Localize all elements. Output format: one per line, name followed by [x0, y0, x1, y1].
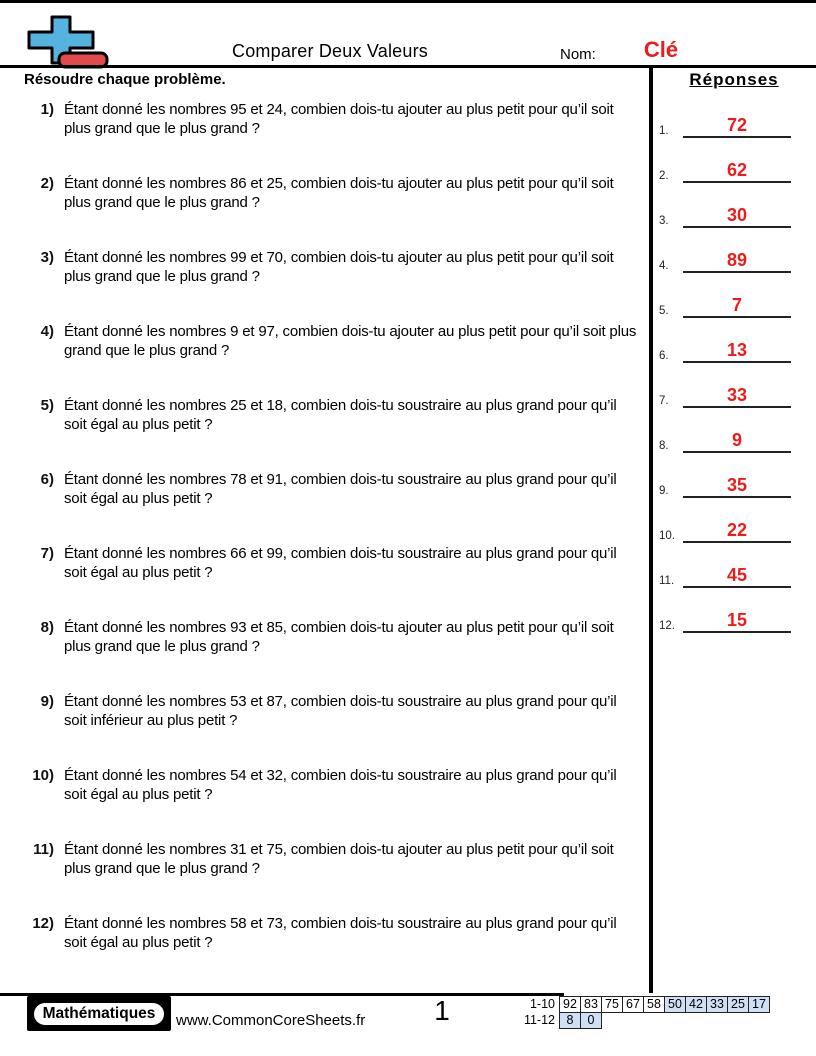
answer-number: 12. — [659, 620, 675, 632]
problem-number: 11) — [33, 841, 54, 858]
website-url: www.CommonCoreSheets.fr — [176, 1012, 366, 1029]
problem-number: 3) — [40, 249, 54, 266]
answer-row-10 — [656, 498, 810, 543]
answer-value: 72 — [726, 115, 748, 135]
answer-row-11 — [656, 543, 810, 588]
problems-list — [24, 100, 640, 988]
answer-value: 7 — [731, 295, 742, 315]
score-cell: 0 — [580, 1012, 602, 1029]
answers-column-divider — [649, 68, 653, 993]
score-reference-table — [464, 996, 770, 1029]
answer-number: 9. — [659, 485, 669, 497]
problem-item-8 — [24, 618, 640, 656]
answer-row-7 — [656, 363, 810, 408]
page-number: 1 — [434, 995, 450, 1026]
answers-list — [656, 93, 810, 633]
problem-number: 2) — [40, 175, 54, 192]
score-cell: 17 — [748, 996, 770, 1013]
score-cell: 8 — [559, 1012, 581, 1029]
answer-value: 45 — [726, 565, 748, 585]
problem-text: Étant donné les nombres 58 et 73, combien dois-tu soustraire au plus grand pour qu’il soit égal au plus petit ? — [64, 915, 617, 951]
answer-row-8 — [656, 408, 810, 453]
page-top-border — [0, 0, 816, 3]
problem-number: 4) — [40, 323, 54, 340]
score-cell: 83 — [580, 996, 602, 1013]
answer-number: 7. — [659, 395, 669, 407]
problem-number: 12) — [32, 915, 54, 932]
problem-number: 8) — [40, 619, 54, 636]
answer-value: 15 — [726, 610, 748, 630]
score-cell: 33 — [706, 996, 728, 1013]
problem-item-7 — [24, 544, 640, 582]
answer-value: 30 — [726, 205, 748, 225]
problem-item-11 — [24, 840, 640, 878]
problem-text: Étant donné les nombres 78 et 91, combien dois-tu soustraire au plus grand pour qu’il soit égal au plus petit ? — [64, 471, 617, 507]
answer-row-5 — [656, 273, 810, 318]
answer-row-12 — [656, 588, 810, 633]
answer-value: 13 — [726, 340, 748, 360]
answer-value: 62 — [726, 160, 748, 180]
answer-blank-line — [683, 631, 791, 633]
answer-value: 35 — [726, 475, 748, 495]
problem-number: 5) — [40, 397, 54, 414]
score-cell: 25 — [727, 996, 749, 1013]
answer-number: 11. — [659, 575, 675, 587]
answer-number: 6. — [659, 350, 669, 362]
problem-text: Étant donné les nombres 53 et 87, combien dois-tu soustraire au plus grand pour qu’il soit inférieur au plus petit ? — [64, 693, 617, 729]
answer-value: 89 — [726, 250, 748, 270]
name-label: Nom: — [560, 46, 596, 63]
problem-text: Étant donné les nombres 95 et 24, combien dois-tu ajouter au plus petit pour qu’il soit plus grand que le plus grand ? — [64, 101, 614, 137]
problem-number: 10) — [32, 767, 54, 784]
problem-item-9 — [24, 692, 640, 730]
score-cell: 92 — [559, 996, 581, 1013]
problem-text: Étant donné les nombres 54 et 32, combien dois-tu soustraire au plus grand pour qu’il soit égal au plus petit ? — [64, 767, 617, 803]
problem-item-5 — [24, 396, 640, 434]
answer-number: 1. — [659, 125, 669, 137]
score-row-label: 1-10 — [529, 997, 555, 1011]
problem-number: 7) — [40, 545, 54, 562]
answer-number: 2. — [659, 170, 669, 182]
problem-text: Étant donné les nombres 99 et 70, combien dois-tu ajouter au plus petit pour qu’il soit plus grand que le plus grand ? — [64, 249, 614, 285]
answer-number: 8. — [659, 440, 669, 452]
problem-item-4 — [24, 322, 640, 360]
answer-row-9 — [656, 453, 810, 498]
problem-item-3 — [24, 248, 640, 286]
answer-number: 3. — [659, 215, 669, 227]
problem-item-1 — [24, 100, 640, 138]
problem-item-6 — [24, 470, 640, 508]
problem-text: Étant donné les nombres 86 et 25, combien dois-tu ajouter au plus petit pour qu’il soit plus grand que le plus grand ? — [64, 175, 614, 211]
problem-text: Étant donné les nombres 9 et 97, combien dois-tu ajouter au plus petit pour qu’il soit plus grand que le plus grand ? — [64, 323, 637, 359]
problem-item-12 — [24, 914, 640, 952]
score-cell: 50 — [664, 996, 686, 1013]
answer-number: 5. — [659, 305, 669, 317]
answer-row-2 — [656, 138, 810, 183]
answer-number: 10. — [659, 530, 675, 542]
score-cell: 42 — [685, 996, 707, 1013]
answer-row-4 — [656, 228, 810, 273]
problem-text: Étant donné les nombres 31 et 75, combien dois-tu ajouter au plus petit pour qu’il soit plus grand que le plus grand ? — [64, 841, 614, 877]
score-row-11-12 — [464, 1012, 770, 1029]
answer-row-6 — [656, 318, 810, 363]
answer-value: 33 — [726, 385, 748, 405]
page-title: Comparer Deux Valeurs — [232, 41, 428, 61]
problem-number: 1) — [40, 101, 54, 118]
score-cell: 75 — [601, 996, 623, 1013]
problem-text: Étant donné les nombres 93 et 85, combien dois-tu ajouter au plus petit pour qu’il soit plus grand que le plus grand ? — [64, 619, 614, 655]
answers-header: Réponses — [689, 70, 779, 89]
brand-badge — [27, 996, 171, 1031]
answer-row-1 — [656, 93, 810, 138]
problem-number: 6) — [40, 471, 54, 488]
answer-number: 4. — [659, 260, 669, 272]
answer-value: 22 — [726, 520, 748, 540]
header-divider — [0, 65, 816, 68]
answer-value: 9 — [731, 430, 742, 450]
problem-item-2 — [24, 174, 640, 212]
score-row-label: 11-12 — [523, 1013, 555, 1027]
instructions: Résoudre chaque problème. — [24, 71, 226, 88]
problem-text: Étant donné les nombres 25 et 18, combien dois-tu soustraire au plus grand pour qu’il soit égal au plus petit ? — [64, 397, 617, 433]
score-row-1-10 — [464, 996, 770, 1013]
name-value-answer-key: Clé — [643, 37, 679, 62]
problem-text: Étant donné les nombres 66 et 99, combien dois-tu soustraire au plus grand pour qu’il soit égal au plus petit ? — [64, 545, 617, 581]
problem-number: 9) — [40, 693, 54, 710]
problem-item-10 — [24, 766, 640, 804]
brand-label: Mathématiques — [34, 1003, 165, 1025]
answer-row-3 — [656, 183, 810, 228]
score-cell: 58 — [643, 996, 665, 1013]
score-cell: 67 — [622, 996, 644, 1013]
